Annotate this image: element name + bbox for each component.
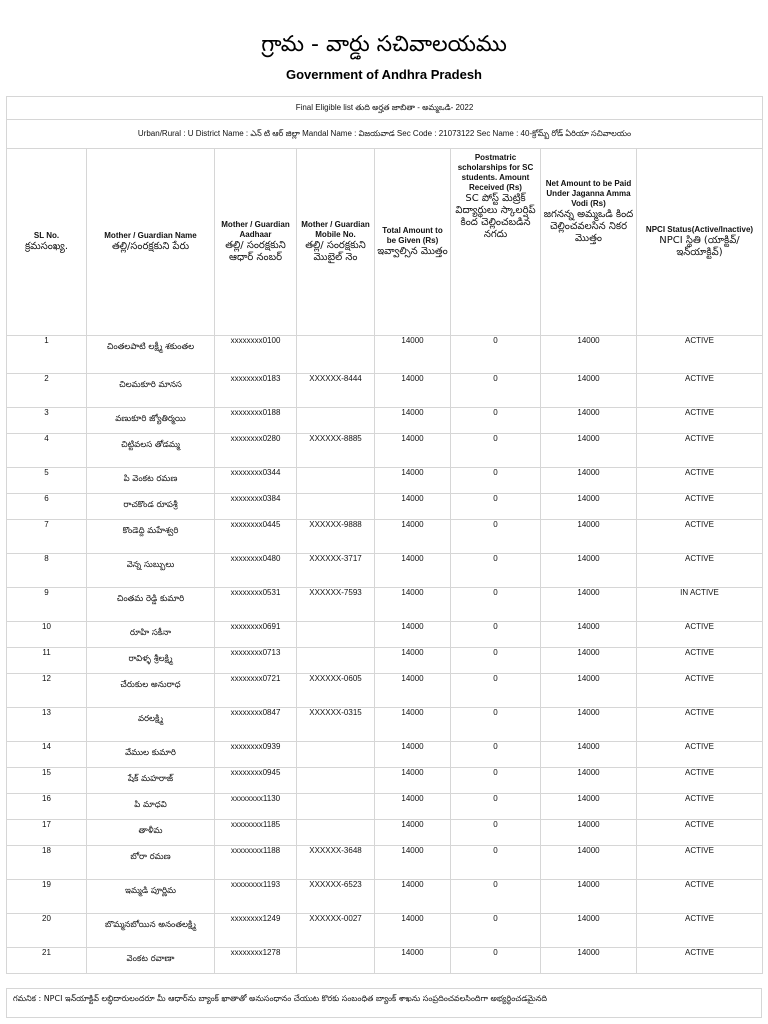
cell-total: 14000 xyxy=(375,914,451,948)
cell-name: వరలక్ష్మి xyxy=(87,708,215,742)
cell-net: 14000 xyxy=(541,880,637,914)
column-header-npci-te: NPCI స్థితి (యాక్టివ్/ ఇన్‌యాక్టివ్) xyxy=(659,235,740,258)
cell-postmatric: 0 xyxy=(451,948,541,974)
cell-aadhaar: xxxxxxxx0713 xyxy=(215,648,297,674)
cell-total: 14000 xyxy=(375,374,451,408)
cell-name: కొండెద్ది మహేశ్వరి xyxy=(87,520,215,554)
cell-total: 14000 xyxy=(375,468,451,494)
cell-mobile xyxy=(297,648,375,674)
cell-postmatric: 0 xyxy=(451,794,541,820)
cell-net: 14000 xyxy=(541,794,637,820)
cell-postmatric: 0 xyxy=(451,554,541,588)
table-row xyxy=(7,494,763,520)
table-body xyxy=(7,336,763,974)
cell-postmatric: 0 xyxy=(451,768,541,794)
cell-postmatric: 0 xyxy=(451,408,541,434)
cell-total: 14000 xyxy=(375,674,451,708)
cell-net: 14000 xyxy=(541,820,637,846)
cell-total: 14000 xyxy=(375,880,451,914)
list-title: Final Eligible list తుది అర్హత జాబితా - అమ్మఒడి- 2022 xyxy=(7,97,763,120)
cell-mobile: XXXXXX-0315 xyxy=(297,708,375,742)
cell-npci-status: ACTIVE xyxy=(637,768,763,794)
column-header-postmatric-te: SC పోస్ట్ మెట్రిక్ విద్యార్థులు స్కాలర్షిప్ కింద చెల్లించబడిన నగదు xyxy=(455,193,536,240)
cell-sl: 1 xyxy=(7,336,87,374)
cell-mobile: XXXXXX-6523 xyxy=(297,880,375,914)
cell-name: వణుకూరి జ్యోతిర్మయి xyxy=(87,408,215,434)
cell-net: 14000 xyxy=(541,374,637,408)
table-row xyxy=(7,434,763,468)
cell-npci-status: ACTIVE xyxy=(637,336,763,374)
cell-name: ఇమ్మడి పూర్ణిమ xyxy=(87,880,215,914)
cell-aadhaar: xxxxxxxx1249 xyxy=(215,914,297,948)
cell-net: 14000 xyxy=(541,468,637,494)
cell-npci-status: ACTIVE xyxy=(637,554,763,588)
column-header-total-te: ఇవ్వాల్సిన మొత్తం xyxy=(377,246,448,257)
cell-total: 14000 xyxy=(375,408,451,434)
cell-aadhaar: xxxxxxxx0480 xyxy=(215,554,297,588)
cell-net: 14000 xyxy=(541,648,637,674)
cell-mobile xyxy=(297,468,375,494)
cell-net: 14000 xyxy=(541,520,637,554)
cell-sl: 20 xyxy=(7,914,87,948)
cell-sl: 19 xyxy=(7,880,87,914)
cell-npci-status: ACTIVE xyxy=(637,674,763,708)
cell-sl: 9 xyxy=(7,588,87,622)
cell-total: 14000 xyxy=(375,648,451,674)
cell-aadhaar: xxxxxxxx0945 xyxy=(215,768,297,794)
cell-mobile: XXXXXX-8444 xyxy=(297,374,375,408)
table-row xyxy=(7,520,763,554)
cell-sl: 10 xyxy=(7,622,87,648)
cell-aadhaar: xxxxxxxx0188 xyxy=(215,408,297,434)
cell-name: పి వెంకట రమణ xyxy=(87,468,215,494)
cell-postmatric: 0 xyxy=(451,820,541,846)
column-header-mobile-te: తల్లి/ సంరక్షకుని మొబైల్ నెం xyxy=(305,240,366,263)
cell-total: 14000 xyxy=(375,622,451,648)
cell-mobile xyxy=(297,820,375,846)
cell-net: 14000 xyxy=(541,948,637,974)
cell-sl: 16 xyxy=(7,794,87,820)
cell-net: 14000 xyxy=(541,674,637,708)
table-row xyxy=(7,374,763,408)
cell-name: బొమ్మనబోయిన అనంతలక్ష్మి xyxy=(87,914,215,948)
cell-name: వెన్న సుబ్బులు xyxy=(87,554,215,588)
cell-name: పి మాధవి xyxy=(87,794,215,820)
cell-aadhaar: xxxxxxxx1188 xyxy=(215,846,297,880)
cell-total: 14000 xyxy=(375,794,451,820)
cell-npci-status: ACTIVE xyxy=(637,742,763,768)
cell-mobile: XXXXXX-3648 xyxy=(297,846,375,880)
cell-total: 14000 xyxy=(375,494,451,520)
cell-net: 14000 xyxy=(541,554,637,588)
cell-postmatric: 0 xyxy=(451,622,541,648)
cell-aadhaar: xxxxxxxx0183 xyxy=(215,374,297,408)
cell-mobile xyxy=(297,408,375,434)
table-row xyxy=(7,914,763,948)
cell-npci-status: ACTIVE xyxy=(637,374,763,408)
cell-npci-status: ACTIVE xyxy=(637,408,763,434)
cell-net: 14000 xyxy=(541,494,637,520)
cell-sl: 14 xyxy=(7,742,87,768)
cell-npci-status: ACTIVE xyxy=(637,880,763,914)
cell-name: వెంకట రవాణా xyxy=(87,948,215,974)
cell-net: 14000 xyxy=(541,768,637,794)
table-row xyxy=(7,768,763,794)
column-header-postmatric xyxy=(451,149,541,336)
cell-mobile: XXXXXX-8885 xyxy=(297,434,375,468)
column-header-mobile xyxy=(297,149,375,336)
cell-mobile xyxy=(297,948,375,974)
cell-aadhaar: xxxxxxxx0445 xyxy=(215,520,297,554)
column-header-sl-te: క్రమసంఖ్య. xyxy=(24,241,69,252)
cell-mobile xyxy=(297,742,375,768)
cell-aadhaar: xxxxxxxx0100 xyxy=(215,336,297,374)
cell-total: 14000 xyxy=(375,708,451,742)
column-header-name-te: తల్లి/సంరక్షకుని పేరు xyxy=(111,241,190,252)
column-header-row xyxy=(7,149,763,336)
cell-net: 14000 xyxy=(541,914,637,948)
table-row xyxy=(7,880,763,914)
cell-postmatric: 0 xyxy=(451,914,541,948)
cell-name: చిట్టివలస తోడమ్మ xyxy=(87,434,215,468)
cell-postmatric: 0 xyxy=(451,742,541,768)
cell-sl: 3 xyxy=(7,408,87,434)
cell-postmatric: 0 xyxy=(451,880,541,914)
cell-npci-status: ACTIVE xyxy=(637,494,763,520)
cell-npci-status: ACTIVE xyxy=(637,794,763,820)
cell-npci-status: ACTIVE xyxy=(637,820,763,846)
cell-postmatric: 0 xyxy=(451,846,541,880)
table-row xyxy=(7,674,763,708)
cell-total: 14000 xyxy=(375,742,451,768)
cell-npci-status: IN ACTIVE xyxy=(637,588,763,622)
cell-npci-status: ACTIVE xyxy=(637,846,763,880)
cell-sl: 17 xyxy=(7,820,87,846)
cell-aadhaar: xxxxxxxx0384 xyxy=(215,494,297,520)
cell-postmatric: 0 xyxy=(451,494,541,520)
cell-name: చింతమ రెడ్డి కుమారి xyxy=(87,588,215,622)
cell-total: 14000 xyxy=(375,336,451,374)
cell-aadhaar: xxxxxxxx0280 xyxy=(215,434,297,468)
column-header-sl-en: SL No. xyxy=(33,231,60,240)
cell-npci-status: ACTIVE xyxy=(637,914,763,948)
column-header-mobile-en: Mother / Guardian Mobile No. xyxy=(301,220,370,239)
cell-name: రూహి సకీనా xyxy=(87,622,215,648)
cell-sl: 2 xyxy=(7,374,87,408)
cell-sl: 4 xyxy=(7,434,87,468)
table-row xyxy=(7,820,763,846)
cell-total: 14000 xyxy=(375,768,451,794)
cell-net: 14000 xyxy=(541,622,637,648)
cell-sl: 21 xyxy=(7,948,87,974)
cell-name: షేక్ మహరాజ్ xyxy=(87,768,215,794)
cell-net: 14000 xyxy=(541,434,637,468)
cell-sl: 12 xyxy=(7,674,87,708)
cell-sl: 8 xyxy=(7,554,87,588)
table-row xyxy=(7,846,763,880)
cell-name: తాళీమ xyxy=(87,820,215,846)
cell-npci-status: ACTIVE xyxy=(637,708,763,742)
table-row xyxy=(7,648,763,674)
cell-total: 14000 xyxy=(375,846,451,880)
table-row xyxy=(7,588,763,622)
column-header-total xyxy=(375,149,451,336)
column-header-npci-en: NPCI Status(Active/Inactive) xyxy=(645,225,754,234)
cell-aadhaar: xxxxxxxx0939 xyxy=(215,742,297,768)
cell-mobile xyxy=(297,494,375,520)
cell-total: 14000 xyxy=(375,588,451,622)
cell-sl: 11 xyxy=(7,648,87,674)
table-row xyxy=(7,554,763,588)
table-row xyxy=(7,948,763,974)
cell-aadhaar: xxxxxxxx0721 xyxy=(215,674,297,708)
table-row xyxy=(7,794,763,820)
footer-note: గమనిక : NPCI ఇన్‌యాక్టివ్ లబ్ధిదారులందరూ మీ ఆధార్‌ను బ్యాంక్ ఖాతాతో అనుసంధానం చేయుట కొరకు సంబంధిత బ్యాంక్ శాఖను సంప్రదించవలసిందిగా అభ్యర్థించడమైనది xyxy=(6,988,762,1018)
cell-npci-status: ACTIVE xyxy=(637,520,763,554)
cell-postmatric: 0 xyxy=(451,708,541,742)
column-header-total-en: Total Amount to be Given (Rs) xyxy=(382,226,443,245)
cell-mobile xyxy=(297,794,375,820)
cell-name: బోరా రమణ xyxy=(87,846,215,880)
cell-aadhaar: xxxxxxxx1193 xyxy=(215,880,297,914)
cell-name: చేరుకుల అనురాధ xyxy=(87,674,215,708)
cell-mobile xyxy=(297,768,375,794)
table-row xyxy=(7,468,763,494)
table-row xyxy=(7,408,763,434)
cell-mobile: XXXXXX-0027 xyxy=(297,914,375,948)
cell-net: 14000 xyxy=(541,742,637,768)
column-header-name xyxy=(87,149,215,336)
column-header-net xyxy=(541,149,637,336)
cell-postmatric: 0 xyxy=(451,674,541,708)
cell-mobile: XXXXXX-0605 xyxy=(297,674,375,708)
cell-aadhaar: xxxxxxxx0344 xyxy=(215,468,297,494)
cell-aadhaar: xxxxxxxx1130 xyxy=(215,794,297,820)
cell-mobile xyxy=(297,336,375,374)
cell-aadhaar: xxxxxxxx0691 xyxy=(215,622,297,648)
column-header-postmatric-en: Postmatric scholarships for SC students. Amount Received (Rs) xyxy=(457,153,534,192)
cell-npci-status: ACTIVE xyxy=(637,468,763,494)
column-header-aadhaar xyxy=(215,149,297,336)
column-header-npci xyxy=(637,149,763,336)
cell-mobile: XXXXXX-9888 xyxy=(297,520,375,554)
cell-name: చింతలపాటి లక్ష్మీ శకుంతల xyxy=(87,336,215,374)
cell-net: 14000 xyxy=(541,588,637,622)
cell-mobile: XXXXXX-3717 xyxy=(297,554,375,588)
cell-total: 14000 xyxy=(375,554,451,588)
cell-postmatric: 0 xyxy=(451,374,541,408)
page-title-telugu: గ్రామ - వార్డు సచివాలయము xyxy=(261,32,507,57)
cell-mobile: XXXXXX-7593 xyxy=(297,588,375,622)
cell-npci-status: ACTIVE xyxy=(637,648,763,674)
cell-aadhaar: xxxxxxxx0847 xyxy=(215,708,297,742)
cell-sl: 5 xyxy=(7,468,87,494)
table-row xyxy=(7,622,763,648)
cell-sl: 18 xyxy=(7,846,87,880)
column-header-name-en: Mother / Guardian Name xyxy=(104,231,197,240)
cell-name: వేముల కుమారి xyxy=(87,742,215,768)
page-title-english: Government of Andhra Pradesh xyxy=(286,67,482,82)
cell-postmatric: 0 xyxy=(451,648,541,674)
column-header-net-en: Net Amount to be Paid Under Jaganna Amma Vodi (Rs) xyxy=(545,179,632,208)
cell-sl: 7 xyxy=(7,520,87,554)
cell-name: చిలమకూరి మానస xyxy=(87,374,215,408)
column-header-aadhaar-te: తల్లి/ సంరక్షకుని ఆధార్ నంబర్ xyxy=(225,240,286,263)
cell-total: 14000 xyxy=(375,434,451,468)
cell-total: 14000 xyxy=(375,520,451,554)
table-row xyxy=(7,708,763,742)
cell-net: 14000 xyxy=(541,336,637,374)
cell-sl: 15 xyxy=(7,768,87,794)
cell-aadhaar: xxxxxxxx0531 xyxy=(215,588,297,622)
table-row xyxy=(7,336,763,374)
column-header-aadhaar-en: Mother / Guardian Aadhaar xyxy=(221,220,290,239)
cell-postmatric: 0 xyxy=(451,336,541,374)
cell-total: 14000 xyxy=(375,820,451,846)
cell-npci-status: ACTIVE xyxy=(637,434,763,468)
cell-name: రావిళ్ళ శ్రీలక్ష్మి xyxy=(87,648,215,674)
cell-npci-status: ACTIVE xyxy=(637,948,763,974)
cell-sl: 13 xyxy=(7,708,87,742)
column-header-net-te: జగనన్న అమ్మఒడి కింద చెల్లించవలసిన నికర మొత్తం xyxy=(543,209,634,244)
cell-mobile xyxy=(297,622,375,648)
table-row xyxy=(7,742,763,768)
cell-sl: 6 xyxy=(7,494,87,520)
cell-total: 14000 xyxy=(375,948,451,974)
location-details: Urban/Rural : U District Name : ఎన్ టి ఆర్ జిల్లా Mandal Name : విజయవాడ Sec Code : 21073122 Sec Name : 40-క్రోమ్బ్ రోడ్ ఏరియా సచివాలయం xyxy=(7,120,763,149)
column-header-sl xyxy=(7,149,87,336)
cell-npci-status: ACTIVE xyxy=(637,622,763,648)
cell-aadhaar: xxxxxxxx1278 xyxy=(215,948,297,974)
cell-postmatric: 0 xyxy=(451,468,541,494)
cell-name: రాచకొండ రూపశ్రీ xyxy=(87,494,215,520)
cell-postmatric: 0 xyxy=(451,520,541,554)
cell-postmatric: 0 xyxy=(451,434,541,468)
cell-net: 14000 xyxy=(541,846,637,880)
cell-net: 14000 xyxy=(541,408,637,434)
eligible-list-table xyxy=(6,96,763,974)
cell-net: 14000 xyxy=(541,708,637,742)
cell-postmatric: 0 xyxy=(451,588,541,622)
cell-aadhaar: xxxxxxxx1185 xyxy=(215,820,297,846)
